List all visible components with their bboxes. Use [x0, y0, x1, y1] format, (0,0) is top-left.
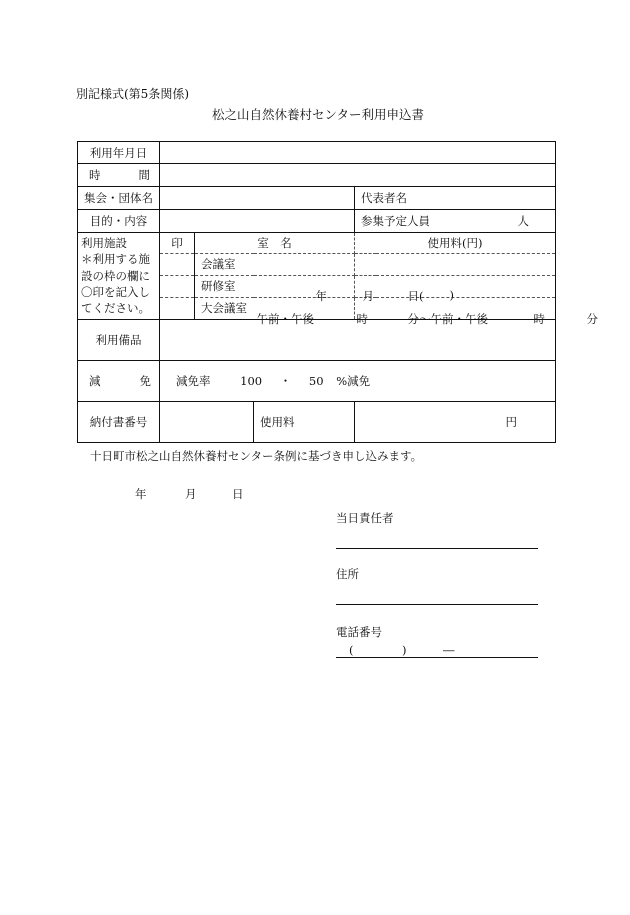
phone-open-paren: ( — [349, 643, 354, 657]
facility-room-2: 大会議室 — [195, 297, 355, 319]
discount-label-cell — [78, 360, 160, 401]
time-field[interactable]: 午前・午後 時 分～午前・午後 時 分 — [160, 164, 556, 187]
phone-line[interactable] — [336, 657, 538, 658]
facility-mark-header: 印 — [160, 233, 195, 254]
responsible-person-line[interactable] — [336, 548, 538, 549]
form-title: 松之山自然休養村センター利用申込書 — [212, 107, 425, 122]
facility-room-header — [195, 233, 355, 254]
facility-mark-cell-0[interactable] — [160, 253, 195, 275]
phone-label: 電話番号 — [336, 625, 382, 639]
phone-close-paren: ) — [402, 643, 407, 657]
representative-field[interactable] — [355, 187, 556, 210]
signing-date-day: 日 — [232, 487, 244, 501]
phone-dash: ― — [443, 643, 455, 657]
address-line[interactable] — [336, 604, 538, 605]
discount-separator: ・ — [279, 373, 292, 388]
attendees-unit: 人 — [517, 214, 530, 229]
group-name-label: 集会・団体名 — [78, 187, 160, 210]
application-table — [77, 141, 598, 443]
facility-mark-cell-2[interactable] — [160, 297, 195, 319]
discount-label-a: 減 — [89, 373, 101, 388]
payment-fee-input[interactable] — [355, 401, 556, 442]
form-number: 別記様式(第5条関係) — [76, 87, 189, 101]
attendees-label: 参集予定人員 — [361, 214, 430, 229]
signing-date-month: 月 — [185, 487, 197, 501]
payment-slip-input[interactable] — [160, 401, 254, 442]
facility-room-header-text: 室 名 — [257, 235, 292, 250]
facility-fee-header: 使用料(円) — [355, 233, 556, 254]
facilities-label-cell — [78, 233, 160, 320]
discount-label-b: 免 — [139, 373, 151, 388]
facility-mark-cell-1[interactable] — [160, 275, 195, 297]
discount-field[interactable] — [160, 360, 556, 401]
purpose-input[interactable] — [160, 210, 355, 233]
address-label: 住所 — [336, 567, 359, 581]
discount-suffix: %減免 — [336, 373, 371, 388]
representative-label: 代表者名 — [361, 191, 407, 206]
application-statement: 十日町市松之山自然休養村センター条例に基づき申し込みます。 — [90, 449, 423, 463]
time-label-b: 間 — [138, 168, 150, 183]
facility-fee-cell-0[interactable] — [355, 253, 556, 275]
discount-rate-label: 減免率 — [176, 373, 211, 388]
responsible-person-label: 当日責任者 — [336, 511, 394, 525]
group-name-input[interactable] — [160, 187, 355, 210]
use-date-field[interactable]: 年 月 日( ) — [160, 142, 556, 164]
time-label-cell — [78, 164, 160, 187]
facility-room-1: 研修室 — [195, 275, 355, 297]
payment-fee-label: 使用料 — [260, 414, 295, 429]
facilities-note: ＊利用する施設の枠の欄に〇印を記入してください。 — [81, 252, 150, 316]
attendees-field[interactable] — [355, 210, 556, 233]
facility-room-0: 会議室 — [195, 253, 355, 275]
discount-option-50[interactable]: 50 — [308, 373, 324, 388]
facilities-label: 利用施設 — [81, 236, 127, 251]
discount-option-100[interactable]: 100 — [240, 373, 263, 388]
payment-fee-label-cell — [254, 401, 355, 442]
equipment-label: 利用備品 — [78, 319, 160, 360]
purpose-label: 目的・内容 — [78, 210, 160, 233]
facility-fee-cell-1[interactable] — [355, 275, 556, 297]
time-label-a: 時 — [89, 168, 101, 183]
payment-yen-unit: 円 — [505, 414, 518, 429]
payment-slip-label: 納付書番号 — [78, 401, 160, 442]
signing-date-year: 年 — [135, 487, 147, 501]
use-date-label: 利用年月日 — [78, 142, 160, 164]
